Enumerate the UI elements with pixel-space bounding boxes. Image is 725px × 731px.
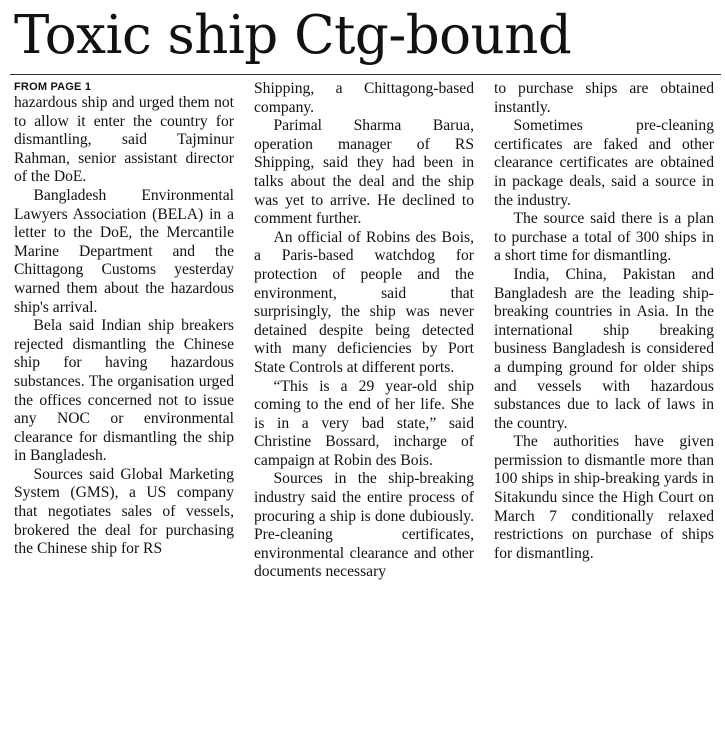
paragraph: India, China, Pakistan and Bangladesh are the leading ship-breaking countries in Asia. In the international ship breaking business Bangladesh is considered a dumping ground for older ships and vessels with hazardous substances due to lack of laws in the country.	[494, 265, 714, 432]
paragraph: Bangladesh Environmental Lawyers Association (BELA) in a letter to the DoE, the Mercantile Marine Department and the Chittagong Customs yesterday warned them about the hazardous ship's arrival.	[14, 186, 234, 316]
paragraph: Parimal Sharma Barua, operation manager of RS Shipping, said they had been in talks about the deal and the ship was yet to arrive. He declined to comment further.	[254, 117, 474, 228]
paragraph: “This is a 29 year-old ship coming to the end of her life. She is in a very bad state,” said Christine Bossard, incharge of campaign at Robin des Bois.	[254, 377, 474, 469]
paragraph: to purchase ships are obtained instantly.	[494, 80, 714, 116]
paragraph: Shipping, a Chittagong-based company.	[254, 80, 474, 116]
article-body	[14, 80, 714, 724]
paragraph: An official of Robins des Bois, a Paris-based watchdog for protection of people and the environment, said that surprisingly, the ship was never detained despite being detected with many deficiencies by Port State Controls at different ports.	[254, 228, 474, 376]
headline-rule	[10, 74, 721, 75]
column-2	[254, 80, 474, 724]
continuation-kicker: FROM PAGE 1	[14, 81, 92, 93]
paragraph: The source said there is a plan to purchase a total of 300 ships in a short time for dismantling.	[494, 210, 714, 265]
headline: Toxic ship Ctg-bound	[14, 5, 572, 66]
paragraph: Sources in the ship-breaking industry said the entire process of procuring a ship is done dubiously. Pre-cleaning certificates, environmental clearance and other documents necessary	[254, 470, 474, 581]
paragraph: The authorities have given permission to dismantle more than 100 ships in ship-breaking yards in Sitakundu since the High Court on March 7 conditionally relaxed restrictions on purchase of ships for dismantling.	[494, 433, 714, 562]
column-3	[494, 80, 714, 724]
paragraph: Bela said Indian ship breakers rejected dismantling the Chinese ship for having hazardous substances. The organisation urged the offices concerned not to issue any NOC or environmental clearance for dismantling the ship in Bangladesh.	[14, 317, 234, 465]
paragraph: Sometimes pre-cleaning certificates are faked and other clearance certificates are obtained in package deals, said a source in the industry.	[494, 117, 714, 209]
paragraph: Sources said Global Marketing System (GMS), a US company that negotiates sales of vessels, brokered the deal for purchasing the Chinese ship for RS	[14, 465, 234, 558]
paragraph: hazardous ship and urged them not to allow it enter the country for dismantling, said Tajminur Rahman, senior assistant director of the DoE.	[14, 94, 234, 186]
column-1	[14, 80, 234, 724]
